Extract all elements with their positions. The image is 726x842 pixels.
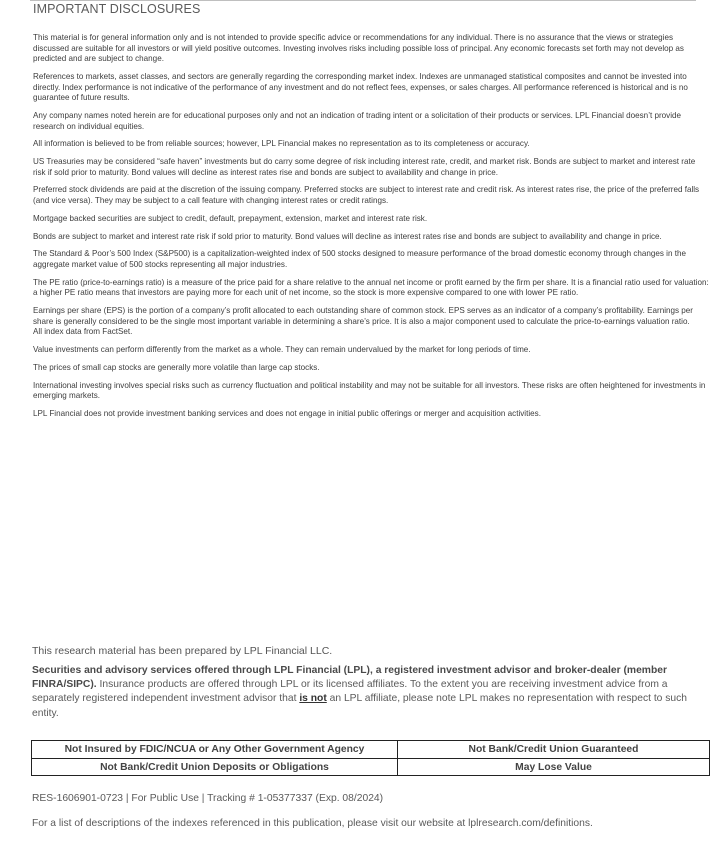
paragraph-eps: Earnings per share (EPS) is the portion of a company’s profit allocated to each outstanding share of common stock. EPS serves as an indicator of a company’s profitability. Earnings per share is generally considered to be the single most important variable in determining a share’s price. It is also a major component used to calculate the price-to-earnings valuation ratio. All index data from FactSet.	[33, 306, 693, 337]
paragraph-bonds: Bonds are subject to market and interest rate risk if sold prior to maturity. Bond values will decline as interest rates rise and bonds are subject to availability and change in price.	[33, 231, 662, 241]
paragraph-small-cap: The prices of small cap stocks are generally more volatile than large cap stocks.	[33, 362, 320, 372]
paragraph-mortgage-backed: Mortgage backed securities are subject to credit, default, prepayment, extension, market and interest rate risk.	[33, 213, 428, 223]
paragraph-treasuries: US Treasuries may be considered “safe haven” investments but do carry some degree of risk including interest rate, credit, and market risk. Bonds are subject to market and interest rate risk if sold prior to maturity. Bond values will decline as interest rates rise and bonds are subject to availability and change in price.	[33, 157, 696, 177]
securities-bold-text: Securities and advisory services offered through LPL Financial (LPL), a registered investment advisor and broker-dealer (member FINRA/SIPC).	[32, 665, 667, 691]
page-title: IMPORTANT DISCLOSURES	[33, 2, 201, 16]
indexes-note: For a list of descriptions of the indexes referenced in this publication, please visit our website at lplresearch.com/definitions.	[32, 818, 593, 829]
top-rule	[30, 0, 696, 1]
tracking-line: RES-1606901-0723 | For Public Use | Tracking # 1-05377337 (Exp. 08/2024)	[32, 793, 384, 804]
disclosure-table	[31, 740, 710, 776]
table-cell-not-insured: Not Insured by FDIC/NCUA or Any Other Government Agency	[64, 744, 365, 755]
paragraph-pe-ratio: The PE ratio (price-to-earnings ratio) is a measure of the price paid for a share relative to the annual net income or profit earned by the firm per share. It is a financial ratio used for valuation: a higher PE ratio means that investors are paying more for each unit of net income, so the stock is more expensive compared to one with lower PE ratio.	[33, 277, 709, 298]
securities-statement	[32, 664, 704, 721]
paragraph-market-index: References to markets, asset classes, and sectors are generally regarding the corresponding market index. Indexes are unmanaged statistical composites and cannot be invested into directly. Index performance is not indicative of the performance of any investment and do not reflect fees, expenses, or sales charges. All performance referenced is historical and is no guarantee of future results.	[33, 71, 688, 103]
table-cell-not-deposits: Not Bank/Credit Union Deposits or Obligations	[100, 762, 329, 773]
table-cell-may-lose-value: May Lose Value	[515, 762, 592, 773]
table-cell-not-guaranteed: Not Bank/Credit Union Guaranteed	[468, 744, 639, 755]
paragraph-sp500: The Standard & Poor’s 500 Index (S&P500) is a capitalization-weighted index of 500 stocks designed to measure performance of the broad domestic economy through changes in the aggregate market value of 500 stocks representing all major industries.	[33, 249, 686, 269]
paragraph-investment-banking: LPL Financial does not provide investment banking services and does not engage in initial public offerings or merger and acquisition activities.	[33, 409, 541, 419]
securities-text-before: Insurance products are offered through LPL or its licensed affiliates. To the extent you are receiving investment advice from a separately registered independent investment advisor that	[32, 679, 668, 705]
prepared-by-note: This research material has been prepared by LPL Financial LLC.	[32, 645, 333, 657]
paragraph-preferred-stock: Preferred stock dividends are paid at the discretion of the issuing company. Preferred stocks are subject to interest rate and credit risk. As interest rates rise, the price of the preferred falls (and vice versa). They may be subject to a call feature with changing interest rates or credit ratings.	[33, 185, 700, 206]
paragraph-general-info: This material is for general information only and is not intended to provide specific advice or recommendations for any individual. There is no assurance that the views or strategies discussed are suitable for all investors or will yield positive outcomes. Investing involves risks including possible loss of principal. Any economic forecasts set forth may not develop as predicted and are subject to change.	[33, 33, 684, 64]
disclosure-paragraphs	[33, 33, 709, 427]
paragraph-international: International investing involves special risks such as currency fluctuation and political instability and may not be suitable for all investors. These risks are often heightened for investments in emerging markets.	[33, 380, 706, 401]
paragraph-company-names: Any company names noted herein are for educational purposes only and not an indication of trading intent or a solicitation of their products or services. LPL Financial doesn’t provide research on individual equities.	[33, 110, 682, 131]
securities-text-after: an LPL affiliate, please note LPL makes no representation with respect to such entity.	[32, 693, 688, 719]
paragraph-reliable-sources: All information is believed to be from reliable sources; however, LPL Financial makes no representation as to its completeness or accuracy.	[33, 139, 530, 149]
securities-underlined: is not	[299, 693, 327, 705]
paragraph-value-investments: Value investments can perform differently from the market as a whole. They can remain undervalued by the market for long periods of time.	[33, 345, 531, 355]
